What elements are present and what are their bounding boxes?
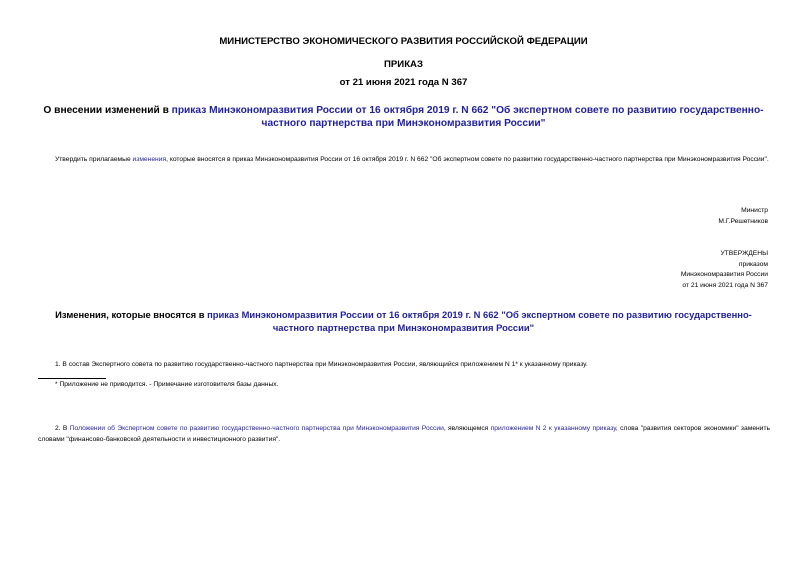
footnote: * Приложение не приводится. - Примечание изготовителя базы данных. [55, 381, 279, 388]
approval-line-1: УТВЕРЖДЕНЫ [720, 250, 768, 257]
footnote-divider [38, 378, 106, 379]
regulation-link[interactable]: Положении об Экспертном совете по развитию государственно-частного партнерства при Минэкономразвития России [69, 425, 444, 432]
signature-name: М.Г.Решетников [718, 217, 768, 225]
item2-suffix: , слова "развития секторов экономики" заменить словами "финансово-банковской деятельности и инвестиционного развития". [38, 425, 771, 443]
approval-block [681, 249, 768, 291]
p1-middle: , которые вносятся в приказ Минэкономразвития России от 16 октября 2019 г. N 662 "Об экспертном совете по развитию государственно-частного партнерства при Минэкономразвития России" [166, 156, 767, 163]
changes-title-prefix: Изменения, которые вносятся в [55, 309, 208, 320]
title-prefix: О внесении изменений в [43, 105, 172, 116]
changes-item-1: 1. В состав Экспертного совета по развитию государственно-частного партнерства при Минэкономразвития России, являющийся приложением N 1* к указанному приказу. [55, 361, 588, 368]
approval-line-4: от 21 июня 2021 года N 367 [682, 281, 768, 289]
approval-line-2: приказом [738, 260, 768, 268]
p1-prefix: Утвердить прилагаемые [55, 156, 133, 163]
approval-line-3: Минэкономразвития России [680, 271, 768, 278]
order-heading: ПРИКАЗ [384, 59, 423, 70]
changes-link[interactable]: изменения [132, 156, 167, 163]
title-order-link[interactable]: приказ Минэкономразвития России от 16 октября 2019 г. N 662 "Об экспертном совете по развитию государственно-частного партнерства при Минэкономразвития России" [171, 105, 764, 129]
changes-title-order-link[interactable]: приказ Минэкономразвития России от 16 октября 2019 г. N 662 "Об экспертном совете по развитию государственно-частного партнерства при Минэкономразвития России" [207, 309, 752, 333]
approval-paragraph [38, 155, 770, 166]
changes-item-2 [38, 424, 770, 445]
item2-middle: , являющемся [443, 425, 491, 432]
ministry-heading: МИНИСТЕРСТВО ЭКОНОМИЧЕСКОГО РАЗВИТИЯ РОССИЙСКОЙ ФЕДЕРАЦИИ [219, 36, 588, 47]
changes-title [40, 309, 767, 334]
p1-suffix: . [766, 156, 769, 163]
appendix-link[interactable]: приложением N 2 к указанному приказу [490, 425, 616, 432]
signature-position: Министр [741, 207, 768, 214]
item2-prefix: 2. В [55, 425, 70, 432]
signature-block [718, 206, 768, 227]
order-date: от 21 июня 2021 года N 367 [339, 77, 468, 88]
document-title [32, 104, 775, 130]
